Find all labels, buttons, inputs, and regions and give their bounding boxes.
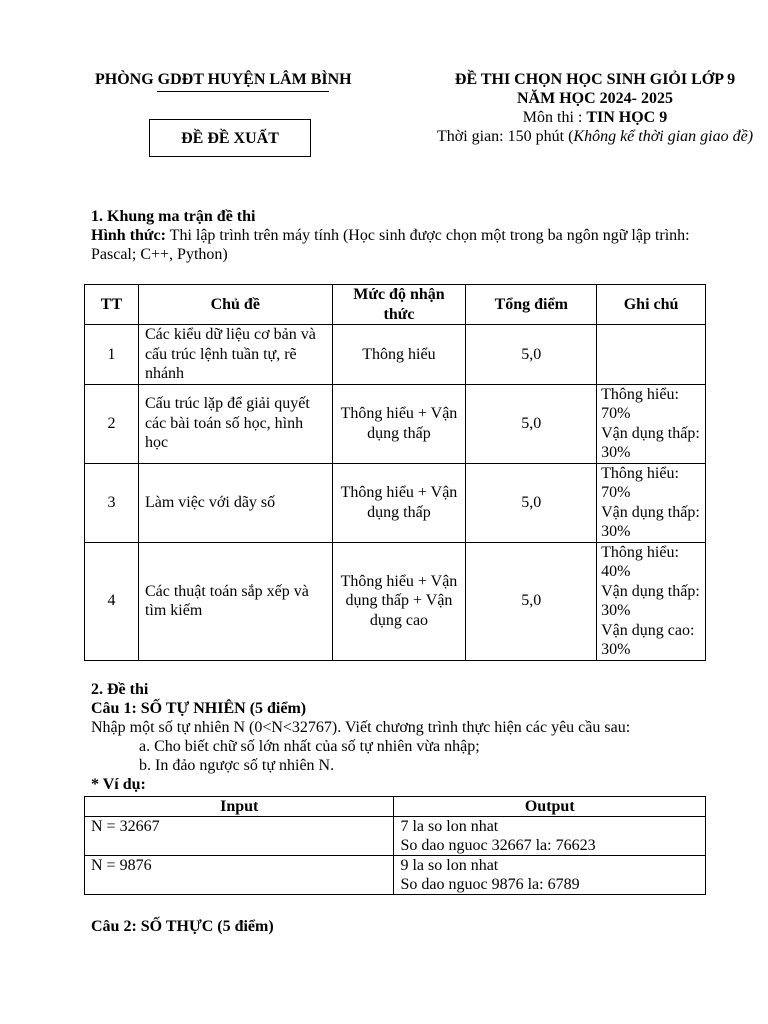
row-level: Thông hiểu + Vận dụng thấp (332, 463, 466, 542)
table-row (85, 542, 706, 660)
form-label: Hình thức: (91, 227, 166, 244)
example-output: 9 la so lon nhat So dao nguoc 9876 la: 6789 (394, 856, 706, 895)
department-name: PHÒNG GDĐT HUYỆN LÂM BÌNH (95, 71, 352, 88)
section-2-heading: 2. Đề thi (91, 681, 149, 698)
example-input: N = 32667 (85, 817, 394, 856)
proposal-box: ĐỀ ĐỀ XUẤT (149, 119, 311, 157)
row-number: 1 (85, 325, 139, 385)
table-row (85, 384, 706, 463)
row-topic: Các thuật toán sắp xếp và tìm kiếm (138, 542, 332, 660)
example-input: N = 9876 (85, 856, 394, 895)
table-row (85, 463, 706, 542)
section-1 (91, 207, 731, 264)
row-level: Thông hiểu + Vận dụng thấp (332, 384, 466, 463)
exam-form (91, 226, 731, 264)
table-row (85, 817, 706, 856)
section-1-heading: 1. Khung ma trận đề thi (91, 208, 256, 225)
row-level: Thông hiểu (332, 325, 466, 385)
row-topic: Các kiểu dữ liệu cơ bản và cấu trúc lệnh tuần tự, rẽ nhánh (138, 325, 332, 385)
exam-header (405, 70, 768, 146)
time-line (405, 127, 768, 146)
time-label: Thời gian: 150 phút ( (436, 128, 574, 145)
table-row (85, 325, 706, 385)
row-score: 5,0 (466, 463, 597, 542)
school-year: NĂM HỌC 2024- 2025 (517, 90, 673, 107)
examples-header-cell: Input (85, 797, 394, 817)
row-note (597, 325, 706, 385)
row-score: 5,0 (466, 384, 597, 463)
matrix-header-cell: Chủ đề (138, 285, 332, 325)
subject-name: TIN HỌC 9 (586, 109, 668, 126)
exam-title: ĐỀ THI CHỌN HỌC SINH GIỎI LỚP 9 (454, 71, 736, 88)
question-1-part-b: b. In đảo ngược số tự nhiên N. (139, 757, 335, 774)
examples-table (84, 796, 706, 895)
subject-label: Môn thi : (522, 109, 587, 126)
question-1-part-a: a. Cho biết chữ số lớn nhất của số tự nhiên vừa nhập; (139, 738, 480, 755)
matrix-table (84, 284, 706, 661)
table-row (85, 856, 706, 895)
example-label: * Ví dụ: (91, 776, 146, 793)
example-output: 7 la so lon nhat So dao nguoc 32667 la: 76623 (394, 817, 706, 856)
examples-header-row (85, 797, 706, 817)
row-number: 3 (85, 463, 139, 542)
row-topic: Làm việc với dãy số (138, 463, 332, 542)
row-number: 2 (85, 384, 139, 463)
subject-line (405, 108, 768, 127)
question-1-text: Nhập một số tự nhiên N (0<N<32767). Viết chương trình thực hiện các yêu cầu sau: (91, 719, 631, 736)
examples-header-cell: Output (394, 797, 706, 817)
matrix-header-cell: TT (85, 285, 139, 325)
matrix-header-cell: Tổng điểm (466, 285, 597, 325)
matrix-header-cell: Mức độ nhận thức (332, 285, 466, 325)
time-note: Không kể thời gian giao đề) (573, 128, 754, 145)
department-underline (157, 91, 329, 92)
row-score: 5,0 (466, 542, 597, 660)
row-number: 4 (85, 542, 139, 660)
row-note: Thông hiểu: 70% Vận dụng thấp: 30% (597, 463, 706, 542)
matrix-header-row (85, 285, 706, 325)
row-topic: Cấu trúc lặp để giải quyết các bài toán số học, hình học (138, 384, 332, 463)
row-note: Thông hiểu: 70% Vận dụng thấp: 30% (597, 384, 706, 463)
form-text: Thi lập trình trên máy tính (Học sinh được chọn một trong ba ngôn ngữ lập trình: Pascal; C++, Python) (91, 227, 690, 263)
question-2-title: Câu 2: SỐ THỰC (5 điểm) (91, 918, 274, 935)
row-score: 5,0 (466, 325, 597, 385)
question-1-title: Câu 1: SỐ TỰ NHIÊN (5 điểm) (91, 700, 307, 717)
section-2 (91, 680, 751, 794)
matrix-header-cell: Ghi chú (597, 285, 706, 325)
row-level: Thông hiểu + Vận dụng thấp + Vận dụng cao (332, 542, 466, 660)
row-note: Thông hiểu: 40% Vận dụng thấp: 30% Vận dụng cao: 30% (597, 542, 706, 660)
